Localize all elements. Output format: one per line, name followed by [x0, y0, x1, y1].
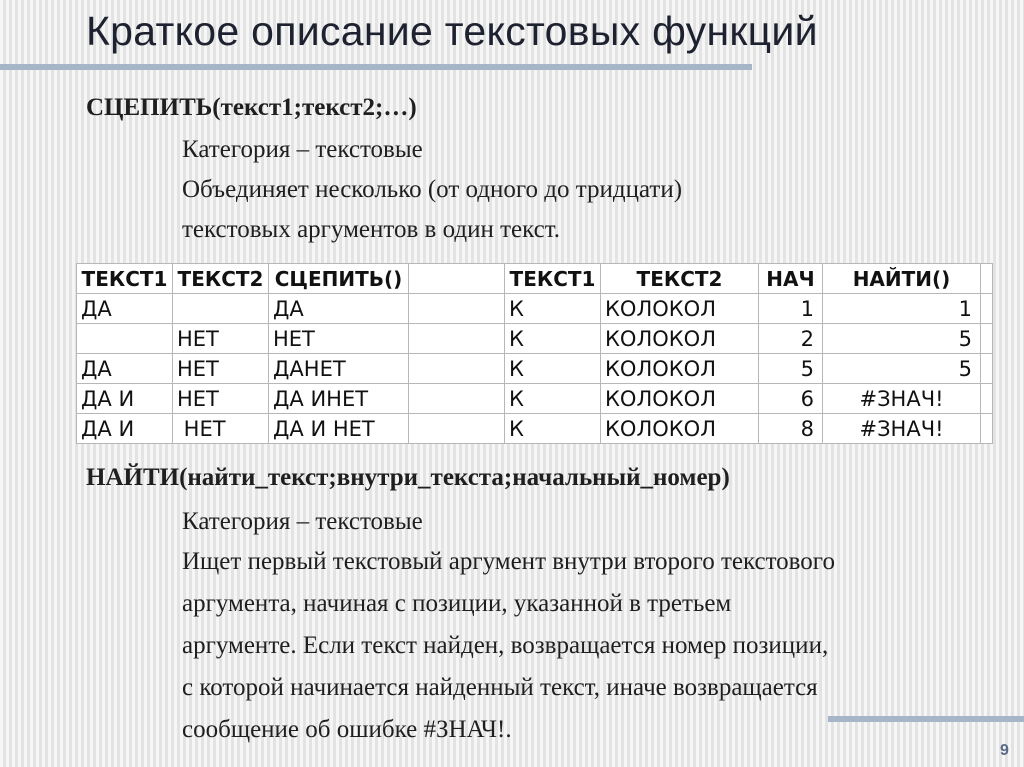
table-cell: #ЗНАЧ! [823, 414, 981, 444]
table-cell [981, 384, 993, 414]
table-cell [409, 294, 505, 324]
concat-signature: СЦЕПИТЬ(текст1;текст2;…) [86, 94, 417, 121]
table-cell: НЕТ [173, 384, 269, 414]
table-cell: НЕТ [173, 414, 269, 444]
table-cell: 5 [823, 324, 981, 354]
table-cell: НЕТ [173, 324, 269, 354]
find-description-line-1: Ищет первый текстовый аргумент внутри второго текстового [182, 548, 835, 575]
table-cell: ДА ИНЕТ [269, 384, 409, 414]
find-category: Категория – текстовые [182, 508, 423, 535]
table-cell: 1 [823, 294, 981, 324]
table-row [77, 384, 993, 414]
header-cell: ТЕКСТ1 [77, 264, 173, 294]
table-cell: 2 [759, 324, 823, 354]
table-cell: К [505, 354, 601, 384]
find-description-line-3: аргументе. Если текст найден, возвращается номер позиции, [182, 632, 829, 659]
table-cell: НЕТ [269, 324, 409, 354]
header-cell [981, 264, 993, 294]
bottom-accent-bar [828, 716, 1024, 722]
title-underline-bar [0, 64, 752, 70]
table-cell [409, 414, 505, 444]
table-cell: ДАНЕТ [269, 354, 409, 384]
table-cell [981, 354, 993, 384]
header-cell: ТЕКСТ2 [601, 264, 759, 294]
table-cell: КОЛОКОЛ [601, 294, 759, 324]
table-cell: КОЛОКОЛ [601, 354, 759, 384]
find-description-line-5: сообщение об ошибке #ЗНАЧ!. [182, 716, 512, 743]
header-cell: ТЕКСТ1 [505, 264, 601, 294]
table-cell: ДА [77, 294, 173, 324]
table-cell: ДА И [77, 414, 173, 444]
table-row [77, 354, 993, 384]
table-cell: #ЗНАЧ! [823, 384, 981, 414]
table-cell: ДА И НЕТ [269, 414, 409, 444]
slide-title: Краткое описание текстовых функций [86, 8, 818, 54]
concat-description-line-2: текстовых аргументов в один текст. [182, 216, 561, 243]
find-signature: НАЙТИ(найти_текст;внутри_текста;начальный_номер) [86, 464, 730, 491]
header-cell: ТЕКСТ2 [173, 264, 269, 294]
table-cell [981, 324, 993, 354]
table-cell: 5 [823, 354, 981, 384]
find-description-line-2: аргумента, начиная с позиции, указанной в третьем [182, 590, 732, 617]
table-row [77, 414, 993, 444]
header-cell: СЦЕПИТЬ() [269, 264, 409, 294]
table-cell: КОЛОКОЛ [601, 414, 759, 444]
table-cell: КОЛОКОЛ [601, 384, 759, 414]
header-cell [409, 264, 505, 294]
table-cell: К [505, 384, 601, 414]
table-row [77, 294, 993, 324]
table-cell [173, 294, 269, 324]
table-cell [409, 384, 505, 414]
table-cell: ДА И [77, 384, 173, 414]
table-header-row [77, 264, 993, 294]
table-cell [409, 354, 505, 384]
table-cell [77, 324, 173, 354]
table-cell: 8 [759, 414, 823, 444]
table-cell: 5 [759, 354, 823, 384]
table-cell: К [505, 414, 601, 444]
table-row [77, 324, 993, 354]
table-cell [409, 324, 505, 354]
table-cell: К [505, 294, 601, 324]
table-cell: НЕТ [173, 354, 269, 384]
table-cell: ДА [269, 294, 409, 324]
concat-description-line-1: Объединяет несколько (от одного до тридцати) [182, 176, 683, 203]
table-cell: 1 [759, 294, 823, 324]
header-cell: НАЙТИ() [823, 264, 981, 294]
concat-category: Категория – текстовые [182, 136, 423, 163]
table-cell [981, 414, 993, 444]
table-cell: КОЛОКОЛ [601, 324, 759, 354]
header-cell: НАЧ [759, 264, 823, 294]
table-cell: 6 [759, 384, 823, 414]
table-cell: ДА [77, 354, 173, 384]
example-table [76, 263, 993, 444]
page-number: 9 [1000, 742, 1009, 759]
find-description-line-4: с которой начинается найденный текст, иначе возвращается [182, 674, 818, 701]
table-cell: К [505, 324, 601, 354]
table-cell [981, 294, 993, 324]
